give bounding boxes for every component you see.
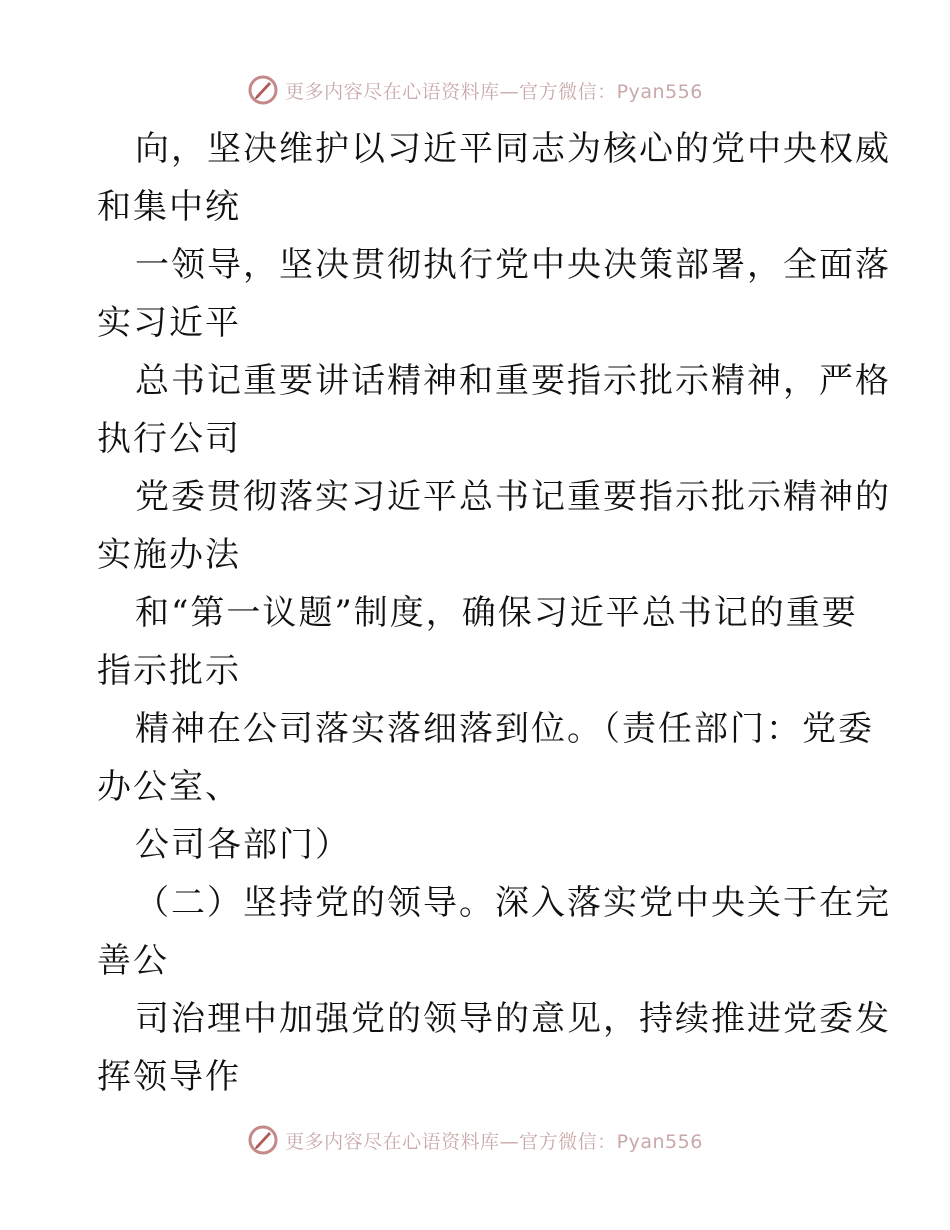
watermark-text: 更多内容尽在心语资料库—官方微信：Pyan556 (285, 1130, 703, 1153)
text-line: 精神在公司落实落细落到位。（责任部门：党委 (135, 709, 874, 749)
text-line: 司治理中加强党的领导的意见，持续推进党委发 (135, 999, 891, 1039)
text-line: 挥领导作 (97, 1057, 241, 1097)
text-line: 指示批示 (97, 651, 241, 691)
text-line: 和“第一议题”制度，确保习近平总书记的重要 (135, 593, 858, 633)
watermark-text: 更多内容尽在心语资料库—官方微信：Pyan556 (285, 80, 703, 103)
text-line: 实施办法 (97, 535, 241, 575)
text-line: 党委贯彻落实习近平总书记重要指示批示精神的 (135, 477, 891, 517)
quill-pen-icon (247, 1124, 279, 1156)
quill-pen-icon (247, 74, 279, 106)
text-line: 公司各部门） (135, 825, 351, 865)
text-line: 办公室、 (97, 767, 241, 807)
text-line: （二）坚持党的领导。深入落实党中央关于在完 (135, 883, 891, 923)
text-line: 善公 (97, 941, 169, 981)
text-line: 向，坚决维护以习近平同志为核心的党中央权威 (135, 129, 891, 169)
document-body (97, 120, 891, 1106)
text-line: 一领导，坚决贯彻执行党中央决策部署，全面落 (135, 245, 891, 285)
footer-watermark (0, 1120, 950, 1160)
text-line: 总书记重要讲话精神和重要指示批示精神，严格 (135, 361, 891, 401)
header-watermark (0, 70, 950, 110)
text-line: 实习近平 (97, 303, 241, 343)
text-line: 和集中统 (97, 187, 241, 227)
text-line: 执行公司 (97, 419, 241, 459)
